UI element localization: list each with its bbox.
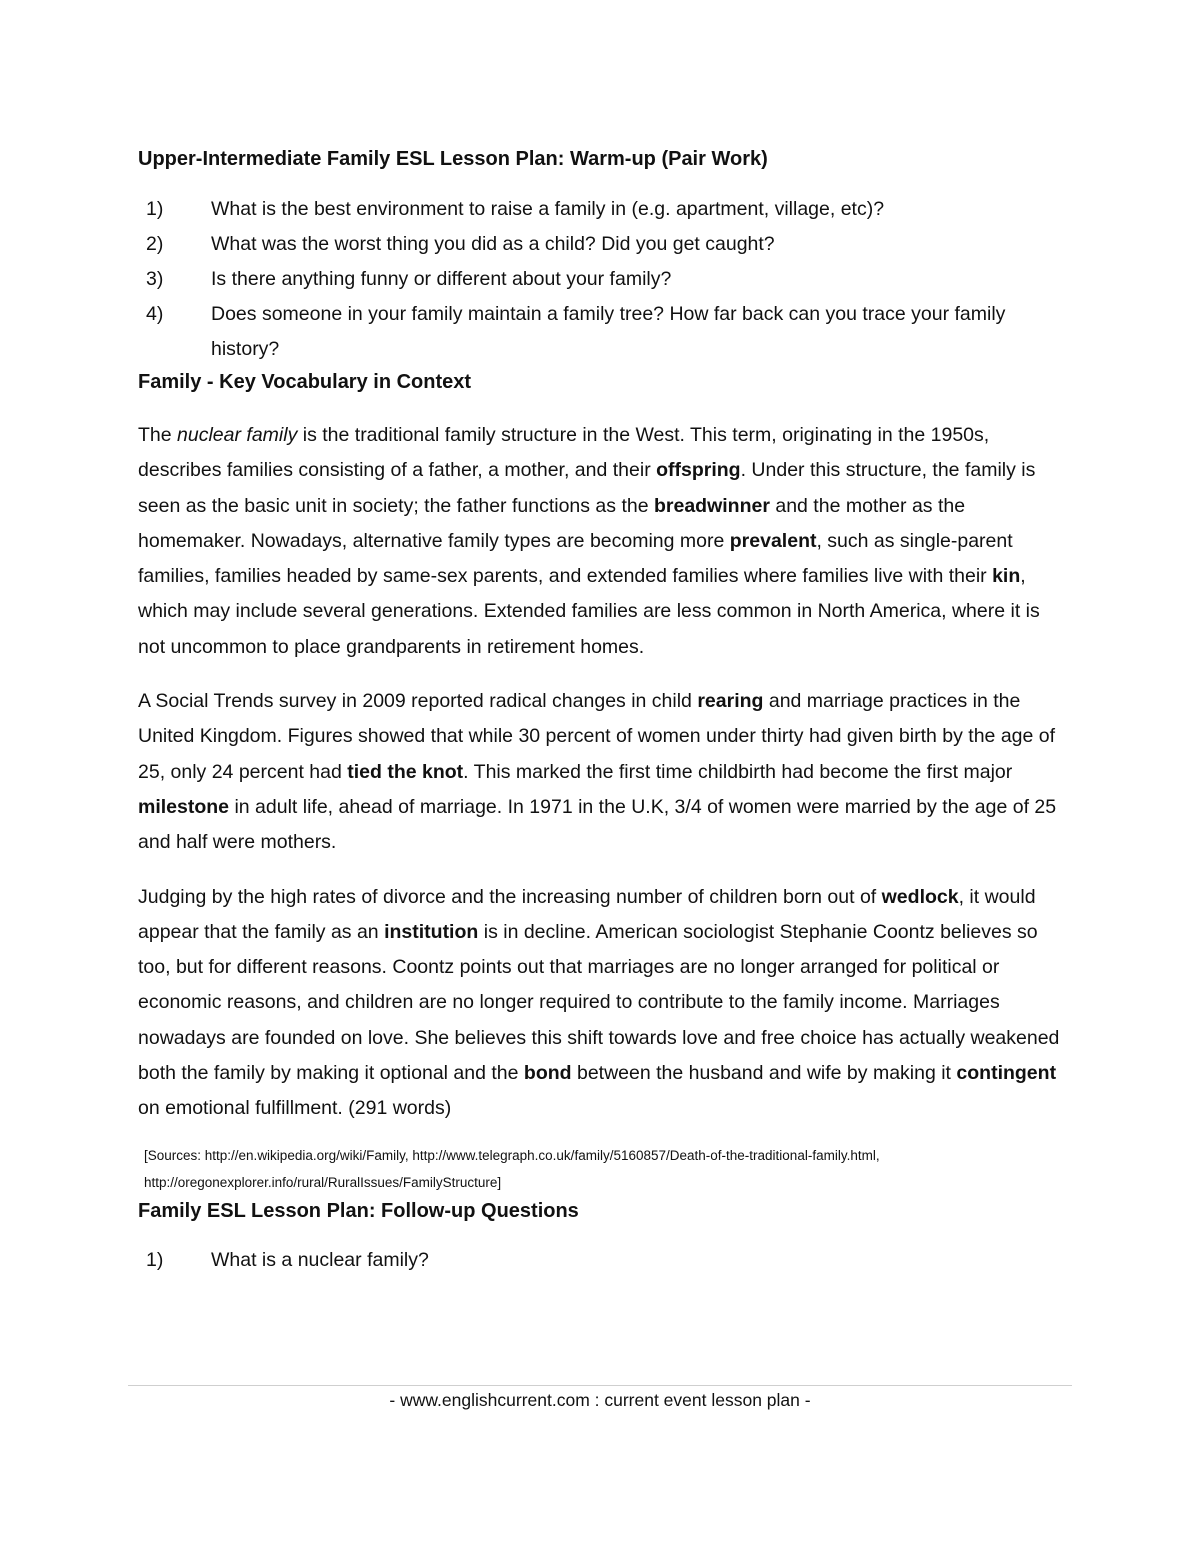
vocab-word: kin [992, 565, 1021, 588]
vocab-paragraph-3 [138, 880, 1068, 1127]
vocab-paragraph-2 [138, 684, 1068, 860]
warmup-question-list [138, 192, 1068, 367]
question-text: What was the worst thing you did as a child? Did you get caught? [211, 233, 775, 255]
page-content [138, 144, 1068, 1278]
vocab-word: contingent [956, 1062, 1057, 1085]
followup-heading: Family ESL Lesson Plan: Follow-up Questions [138, 1199, 579, 1222]
text-run: A Social Trends survey in 2009 reported radical changes in child [138, 690, 698, 713]
list-number: 1) [146, 1248, 164, 1271]
followup-question-list [138, 1243, 1068, 1278]
text-run: , such as single-parent families, families headed by same-sex parents, and extended families where families live with their [138, 529, 1013, 588]
vocab-word: milestone [138, 795, 230, 818]
text-run: between the husband and wife by making it [571, 1062, 957, 1085]
question-text: Does someone in your family maintain a family tree? How far back can you trace your family history? [211, 303, 1006, 360]
vocab-word: institution [384, 920, 479, 943]
text-run: . This marked the first time childbirth had become the first major [463, 760, 1013, 783]
list-number: 2) [146, 233, 164, 255]
vocab-word: wedlock [881, 885, 959, 908]
text-run: , which may include several generations. Extended families are less common in North America, where it is not uncommon to place grandparents in retirement homes. [138, 565, 1040, 658]
footer-divider [128, 1385, 1072, 1386]
question-text: Is there anything funny or different about your family? [211, 268, 672, 290]
text-run: is in decline. American sociologist Stephanie Coontz believes so too, but for different reasons. Coontz points out that marriages are no longer arranged for political or economic reasons, and children are no longer required to contribute to the family income. Marriages nowadays are founded on love. She believes this shift towards love and free choice has actually weakened both the family by making it optional and the [138, 920, 1060, 1085]
warmup-heading: Upper-Intermediate Family ESL Lesson Plan: Warm-up (Pair Work) [138, 148, 768, 170]
text-run: on emotional fulfillment. (291 words) [138, 1097, 452, 1120]
question-text: What is the best environment to raise a family in (e.g. apartment, village, etc)? [211, 198, 885, 220]
vocab-paragraph-1 [138, 418, 1068, 665]
text-run: in adult life, ahead of marriage. In 1971 in the U.K, 3/4 of women were married by the age of 25 and half were mothers. [138, 795, 1057, 854]
text-run: The [138, 424, 178, 446]
text-run: and the mother as the homemaker. Nowadays, alternative family types are becoming more [138, 494, 966, 552]
vocab-word: rearing [697, 690, 764, 713]
list-item [138, 262, 1068, 297]
vocab-word: offspring [656, 459, 741, 482]
sources-citation: [Sources: http://en.wikipedia.org/wiki/Family, http://www.telegraph.co.uk/family/5160857/Death-of-the-traditional-family.html, http://oregonexplorer.info/rural/RuralIssues/FamilyStructure] [144, 1147, 880, 1190]
list-item [138, 1243, 1068, 1278]
list-item [138, 297, 1068, 367]
text-run: and marriage practices in the United Kingdom. Figures showed that while 30 percent of women under thirty had given birth by the age of 25, only 24 percent had [138, 690, 1056, 783]
text-run: . Under this structure, the family is seen as the basic unit in society; the father functions as the [138, 459, 1036, 517]
text-run: is the traditional family structure in the West. This term, originating in the 1950s, describes families consisting of a father, a mother, and their [138, 424, 990, 482]
list-number: 1) [146, 198, 164, 220]
question-text: What is a nuclear family? [211, 1248, 429, 1271]
vocab-word: tied the knot [347, 760, 464, 783]
vocab-word: prevalent [729, 529, 817, 552]
page-footer: - www.englishcurrent.com : current event lesson plan - [389, 1390, 811, 1410]
text-run: , it would appear that the family as an [138, 885, 1036, 943]
list-number: 3) [146, 268, 164, 290]
list-item [138, 227, 1068, 262]
list-number: 4) [146, 303, 164, 325]
vocab-word: bond [523, 1062, 572, 1085]
italic-term: nuclear family [177, 424, 298, 446]
vocab-word: breadwinner [653, 494, 770, 517]
list-item [138, 192, 1068, 227]
text-run: Judging by the high rates of divorce and the increasing number of children born out of [138, 885, 882, 908]
vocab-heading: Family - Key Vocabulary in Context [138, 371, 472, 393]
